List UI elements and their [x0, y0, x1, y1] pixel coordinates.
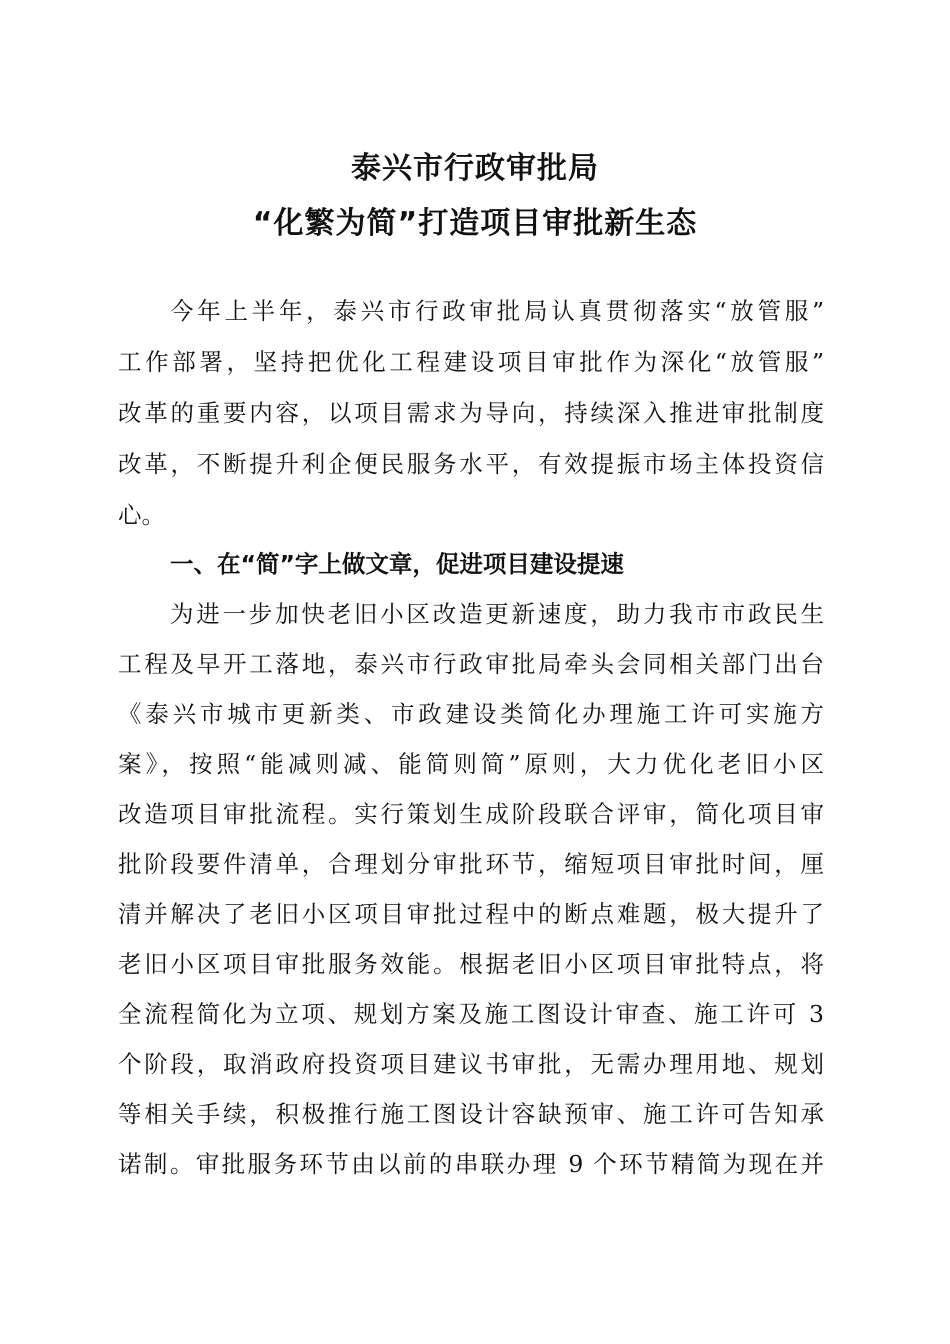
section-1-line-3: 《泰兴市城市更新类、市政建设类简化办理施工许可实施方	[118, 700, 824, 728]
intro-line-5: 心。	[118, 501, 165, 529]
intro-line-4: 改革，不断提升利企便民服务水平，有效提振市场主体投资信	[118, 450, 824, 478]
section-1-line-12: 诺制。审批服务环节由以前的串联办理 9 个环节精简为现在并	[118, 1150, 824, 1178]
section-1-line-8: 老旧小区项目审批服务效能。根据老旧小区项目审批特点，将	[118, 950, 824, 978]
section-1-line-9: 全流程简化为立项、规划方案及施工图设计审查、施工许可 3	[118, 1000, 824, 1028]
section-1-line-7: 清并解决了老旧小区项目审批过程中的断点难题，极大提升了	[118, 900, 824, 928]
section-1-line-6: 批阶段要件清单，合理划分审批环节，缩短项目审批时间，厘	[118, 850, 824, 878]
intro-line-2: 工作部署，坚持把优化工程建设项目审批作为深化“放管服”	[118, 348, 824, 376]
intro-line-3: 改革的重要内容，以项目需求为导向，持续深入推进审批制度	[118, 399, 824, 427]
section-1-line-11: 等相关手续，积极推行施工图设计容缺预审、施工许可告知承	[118, 1100, 824, 1128]
section-1-line-5: 改造项目审批流程。实行策划生成阶段联合评审，简化项目审	[118, 800, 824, 828]
intro-line-1: 今年上半年，泰兴市行政审批局认真贯彻落实“放管服”	[170, 297, 824, 325]
section-1-line-4: 案》，按照“能减则减、能简则简”原则，大力优化老旧小区	[118, 750, 824, 778]
document-title-line-1: 泰兴市行政审批局	[351, 151, 599, 186]
section-1-line-2: 工程及早开工落地，泰兴市行政审批局牵头会同相关部门出台	[118, 650, 824, 678]
section-1-heading: 一、在“简”字上做文章，促进项目建设提速	[170, 550, 624, 578]
document-title-line-2: “化繁为简”打造项目审批新生态	[252, 206, 698, 241]
section-1-line-1: 为进一步加快老旧小区改造更新速度，助力我市市政民生	[170, 600, 824, 628]
section-1-line-10: 个阶段，取消政府投资项目建议书审批，无需办理用地、规划	[118, 1050, 824, 1078]
